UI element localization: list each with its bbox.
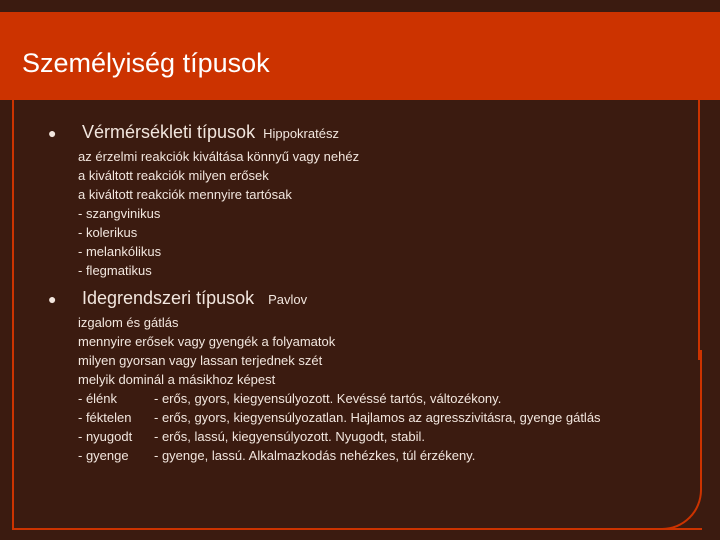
sub-line: az érzelmi reakciók kiváltása könnyű vagy nehéz — [78, 149, 360, 164]
type-description: - erős, gyors, kiegyensúlyozatlan. Hajlamos az agresszivitásra, gyenge gátlás — [154, 410, 601, 425]
type-description: - gyenge, lassú. Alkalmazkodás nehézkes, túl érzékeny. — [154, 448, 476, 463]
type-row — [78, 446, 698, 465]
sub-line: milyen gyorsan vagy lassan terjednek szét — [78, 353, 323, 368]
title-bar — [0, 12, 720, 100]
frame-right-border — [698, 100, 700, 360]
type-name: - élénk — [78, 391, 118, 406]
title-underline — [22, 104, 636, 107]
sub-line: - kolerikus — [78, 225, 138, 240]
frame-bottom-border — [12, 528, 702, 530]
sub-line: a kiváltott reakciók milyen erősek — [78, 168, 269, 183]
type-name: - féktelen — [78, 410, 132, 425]
bullet-nervous-system — [48, 288, 698, 309]
sub-line: - szangvinikus — [78, 206, 161, 221]
bullet-note: Pavlov — [268, 292, 308, 307]
bullet-main-text: Idegrendszeri típusok — [82, 288, 255, 308]
bullet-icon: ● — [48, 125, 57, 141]
bullet-main-text: Vérmérsékleti típusok — [82, 122, 256, 142]
type-row — [78, 408, 698, 427]
type-row — [78, 427, 698, 446]
type-name: - gyenge — [78, 448, 129, 463]
sub-line: - melankólikus — [78, 244, 162, 259]
bullet-note: Hippokratész — [263, 126, 339, 141]
bullet-temperament — [48, 122, 698, 143]
type-row — [78, 389, 698, 408]
sub-line: - flegmatikus — [78, 263, 152, 278]
slide-content — [48, 122, 698, 465]
sub-line: a kiváltott reakciók mennyire tartósak — [78, 187, 292, 202]
type-description: - erős, lassú, kiegyensúlyozott. Nyugodt, stabil. — [154, 429, 425, 444]
type-description: - erős, gyors, kiegyensúlyozott. Kevéssé tartós, változékony. — [154, 391, 502, 406]
sub-line: izgalom és gátlás — [78, 315, 179, 330]
slide-title: Személyiség típusok — [22, 48, 270, 78]
bullet-icon: ● — [48, 291, 57, 307]
sub-line: melyik dominál a másikhoz képest — [78, 372, 276, 387]
frame-left-border — [12, 100, 14, 530]
type-name: - nyugodt — [78, 429, 133, 444]
sub-line: mennyire erősek vagy gyengék a folyamatok — [78, 334, 336, 349]
